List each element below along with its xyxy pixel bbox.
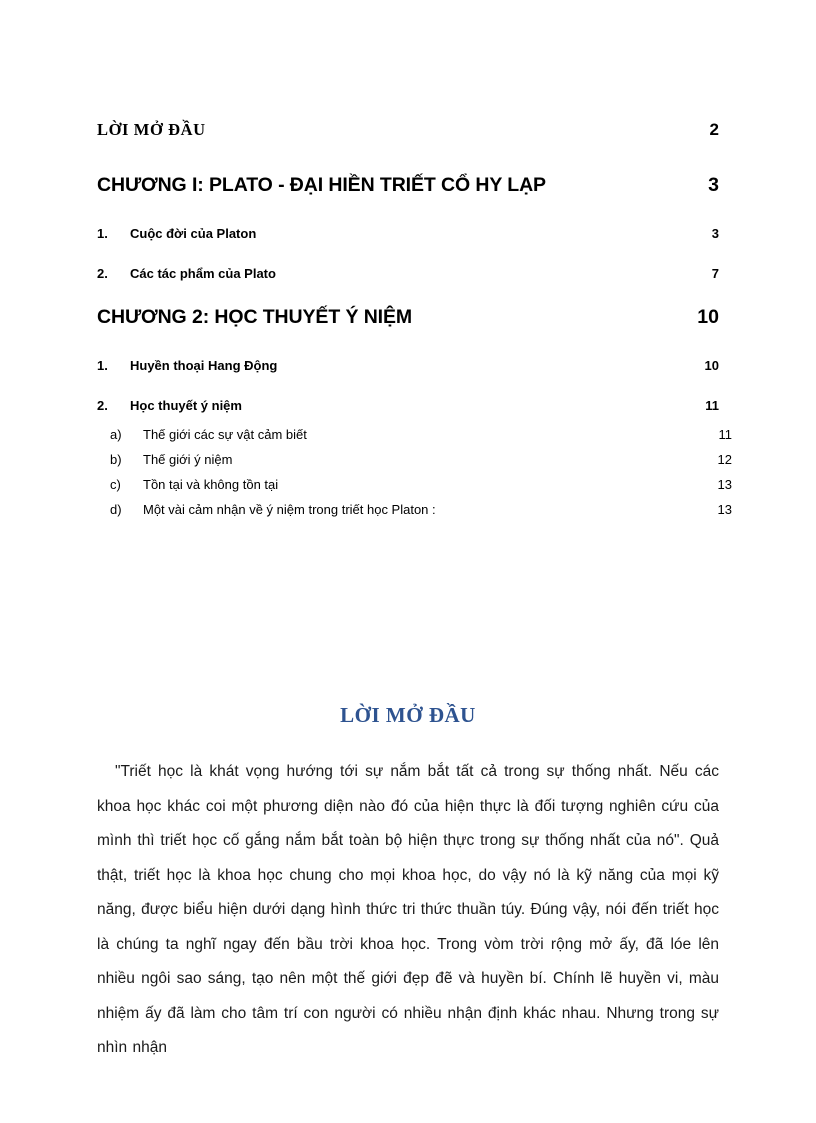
- toc-entry-page-number: 11: [718, 427, 732, 442]
- toc-entry-label: CHƯƠNG 2: HỌC THUYẾT Ý NIỆM: [97, 306, 413, 328]
- toc-entry-sub-a[interactable]: [97, 427, 732, 442]
- toc-entry-title: Một vài cảm nhận về ý niệm trong triết học Platon :: [143, 502, 436, 517]
- toc-entry-number: b): [110, 452, 122, 467]
- toc-entry-label: [97, 358, 693, 373]
- toc-entry-chapter-2[interactable]: [97, 306, 719, 329]
- toc-entry-sub-c[interactable]: [97, 477, 732, 492]
- toc-entry-number: 1.: [97, 226, 108, 241]
- toc-entry-section-hoc-thuyet-y-niem[interactable]: [97, 398, 719, 413]
- toc-entry-title: Thế giới các sự vật cảm biết: [143, 427, 307, 442]
- toc-entry-label: CHƯƠNG I: PLATO - ĐẠI HIỀN TRIẾT CỔ HY LẠP: [97, 174, 546, 196]
- toc-entry-page-number: 13: [717, 502, 732, 517]
- toc-entry-number: 2.: [97, 398, 108, 413]
- toc-entry-page-number: 13: [717, 477, 732, 492]
- toc-entry-label: [110, 427, 706, 442]
- toc-entry-label: [97, 266, 693, 281]
- toc-entry-number: 1.: [97, 358, 108, 373]
- toc-entry-section-cac-tac-pham-cua-plato[interactable]: [97, 266, 719, 281]
- toc-entry-title: Thế giới ý niệm: [143, 452, 233, 467]
- toc-entry-page-number: 10: [704, 358, 719, 373]
- toc-entry-section-huyen-thoai-hang-dong[interactable]: [97, 358, 719, 373]
- toc-entry-label: LỜI MỞ ĐẦU: [97, 120, 206, 139]
- toc-entry-label: [110, 477, 706, 492]
- toc-entry-page-number: 3: [708, 174, 719, 196]
- toc-entry-front-matter[interactable]: [97, 120, 719, 140]
- toc-entry-label: [110, 452, 706, 467]
- toc-entry-number: 2.: [97, 266, 108, 281]
- toc-entry-page-number: 11: [705, 398, 719, 413]
- toc-entry-page-number: 10: [697, 306, 719, 328]
- toc-entry-page-number: 3: [711, 226, 719, 241]
- toc-entry-label: [97, 226, 693, 241]
- toc-entry-section-cuoc-doi-cua-platon[interactable]: [97, 226, 719, 241]
- toc-entry-title: Học thuyết ý niệm: [130, 398, 242, 413]
- toc-entry-title: Tồn tại và không tồn tại: [143, 477, 279, 492]
- toc-entry-number: d): [110, 502, 122, 517]
- toc-entry-label: [97, 398, 693, 413]
- toc-entry-number: c): [110, 477, 121, 492]
- toc-entry-title: Cuộc đời của Platon: [130, 226, 257, 241]
- body-paragraph: "Triết học là khát vọng hướng tới sự nắm bắt tất cả trong sự thống nhất. Nếu các khoa học khác coi một phương diện nào đó của hiện thực là đối tượng nghiên cứu của mình thì triết học cố gắng nắm bắt toàn bộ hiện thực trong sự thống nhất của nó". Quả thật, triết học là khoa học chung cho mọi khoa học, do vậy nó là kỹ năng của mọi kỹ năng, được biểu hiện dưới dạng hình thức tri thức thuần túy. Đúng vậy, nói đến triết học là chúng ta nghĩ ngay đến bầu trời khoa học. Trong vòm trời rộng mở ấy, đã lóe lên nhiều ngôi sao sáng, tạo nên một thế giới đẹp đẽ và huyền bí. Chính lẽ huyền vi, màu nhiệm ấy đã làm cho tâm trí con người có nhiều nhận định khác nhau. Nhưng trong sự nhìn nhận: [97, 763, 719, 1056]
- toc-entry-sub-b[interactable]: [97, 452, 732, 467]
- table-of-contents: [97, 120, 732, 527]
- toc-entry-title: Huyền thoại Hang Động: [130, 358, 278, 373]
- toc-entry-chapter-1[interactable]: [97, 174, 719, 197]
- toc-entry-sub-d[interactable]: [97, 502, 732, 517]
- toc-entry-label: [110, 502, 706, 517]
- toc-entry-number: a): [110, 427, 122, 442]
- toc-entry-page-number: 2: [709, 120, 719, 139]
- toc-entry-page-number: 7: [711, 266, 719, 281]
- toc-entry-page-number: 12: [717, 452, 732, 467]
- toc-entry-title: Các tác phẩm của Plato: [130, 266, 276, 281]
- section-heading-loi-mo-dau: LỜI MỞ ĐẦU: [340, 703, 476, 727]
